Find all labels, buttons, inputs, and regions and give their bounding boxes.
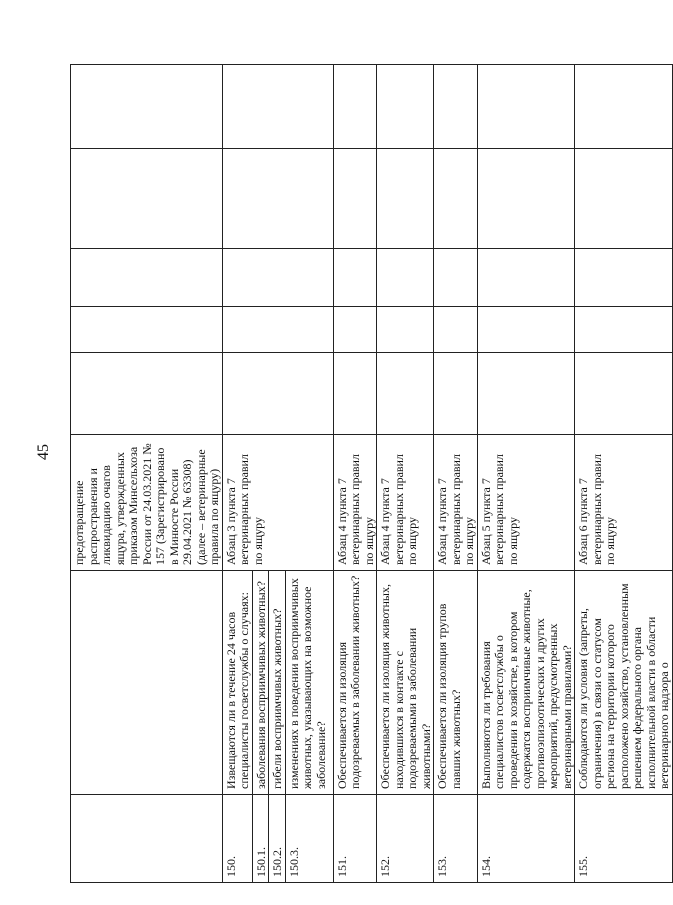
row-question: изменениях в поведении восприимчивых животных, указывающих на возможное заболевание? (285, 571, 333, 795)
checklist-table (70, 64, 673, 883)
row-question: гибели восприимчивых животных? (269, 571, 286, 795)
row-basis: Абзац 6 пункта 7 ветеринарных правил по ящуру (575, 435, 673, 571)
row-question (71, 571, 223, 795)
row-question: Обеспечивается ли изоляция подозреваемых в заболевании животных? (333, 571, 377, 795)
row-number: 154. (477, 795, 575, 883)
row-number: 153. (434, 795, 478, 883)
row-number: 150.3. (285, 795, 333, 883)
row-question: Обеспечивается ли изоляция трупов павших животных? (434, 571, 478, 795)
page-number: 45 (35, 444, 52, 460)
row-number: 155. (575, 795, 673, 883)
row-number: 150. (222, 795, 252, 883)
row-number: 150.2. (269, 795, 286, 883)
row-question: Соблюдаются ли условия (запреты, ограничения) в связи со статусом региона на территории которого расположено хозяйство, установленным решением федерального органа исполнительной власти в области ветеринарного надзора о (575, 571, 673, 795)
table-row (222, 65, 252, 883)
row-number (71, 795, 223, 883)
row-question: Обеспечивается ли изоляция животных, находившихся в контакте с подозреваемыми в заболевании животными? (377, 571, 434, 795)
row-basis: Абзац 4 пункта 7 ветеринарных правил по ящуру (434, 435, 478, 571)
row-basis: Абзац 4 пункта 7 ветеринарных правил по ящуру (333, 435, 377, 571)
table-row (477, 65, 575, 883)
row-basis: Абзац 4 пункта 7 ветеринарных правил по ящуру (377, 435, 434, 571)
table-row (377, 65, 434, 883)
row-number: 150.1. (252, 795, 269, 883)
row-basis: Абзац 3 пункта 7 ветеринарных правил по ящуру (222, 435, 333, 571)
table-row (333, 65, 377, 883)
row-question: Выполняются ли требования специалистов госветслужбы о проведении в хозяйстве, в котором содержатся восприимчивые животные, противоэпизоотических и других мероприятий, предусмотренных ветеринарными правилами? (477, 571, 575, 795)
row-question: заболевания восприимчивых животных? (252, 571, 269, 795)
row-basis: предотвращение распространения и ликвидацию очагов ящура, утвержденных приказом Минсельхоза России от 24.03.2021 № 157 (Зарегистрировано в Минюсте России 29.04.2021 № 63308) (далее – ветеринарные правила по ящуру) (71, 435, 223, 571)
table-row (575, 65, 673, 883)
rotated-page (70, 65, 671, 883)
row-number: 152. (377, 795, 434, 883)
row-number: 151. (333, 795, 377, 883)
row-basis: Абзац 5 пункта 7 ветеринарных правил по ящуру (477, 435, 575, 571)
table-row (71, 65, 223, 883)
table-row (434, 65, 478, 883)
row-question: Извещаются ли в течение 24 часов специалисты госветслужбы о случаях: (222, 571, 252, 795)
